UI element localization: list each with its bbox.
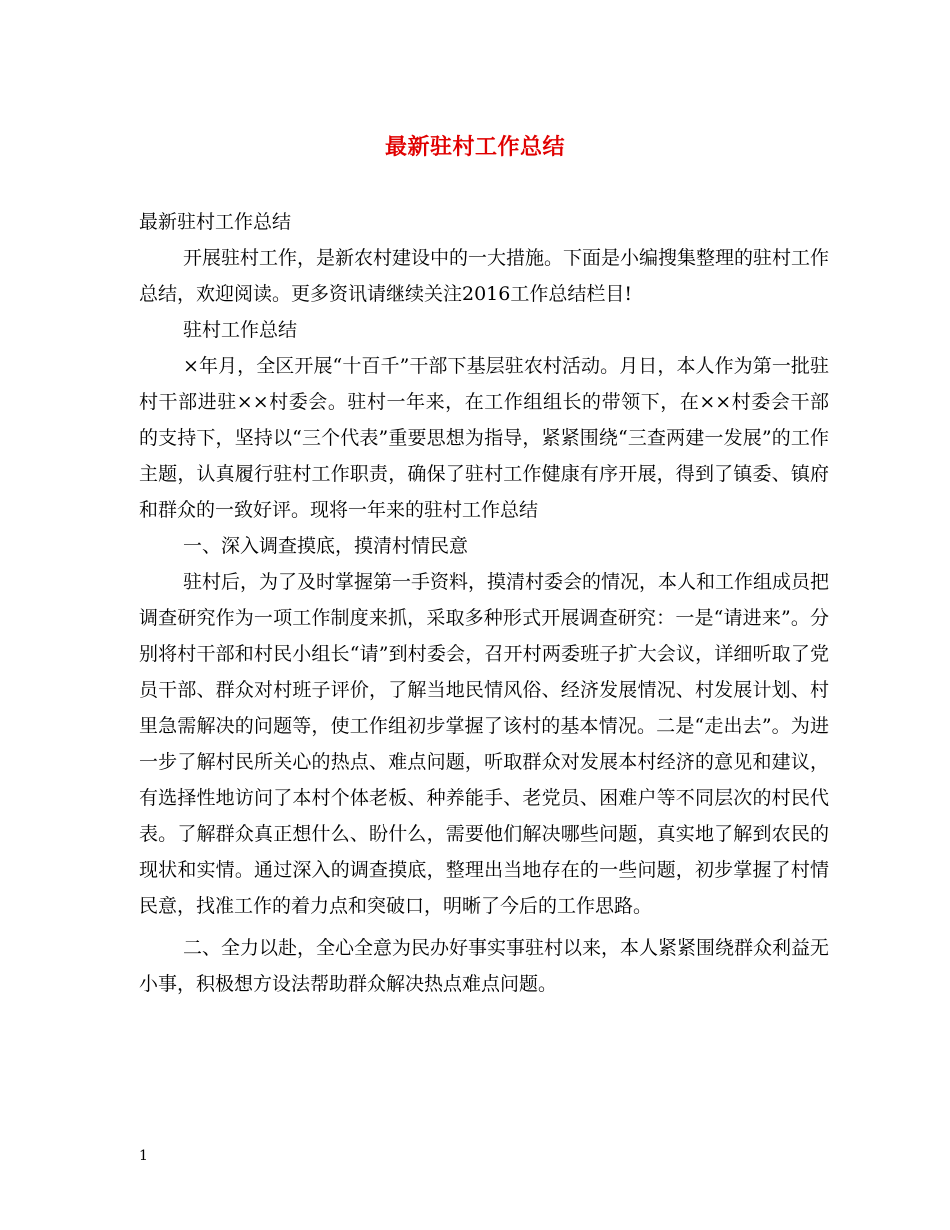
section-heading: 驻村工作总结 — [183, 319, 298, 341]
section-heading: 一、深入调查摸底，摸清村情民意 — [183, 535, 469, 557]
document-title: 最新驻村工作总结 — [384, 134, 565, 160]
body-paragraph: ×年月，全区开展“十百千”干部下基层驻农村活动。月日，本人作为第一批驻村干部进驻××村委会。驻村一年来，在工作组组长的带领下，在××村委会干部的支持下，坚持以“三个代表”重要思想为指导，紧紧围绕“三查两建一发展”的工作主题，认真履行驻村工作职责，确保了驻村工作健康有序开展，得到了镇委、镇府和群众的一致好评。现将一年来的驻村工作总结 — [139, 355, 829, 521]
intro-paragraph: 开展驻村工作，是新农村建设中的一大措施。下面是小编搜集整理的驻村工作总结，欢迎阅读。更多资讯请继续关注2016工作总结栏目! — [139, 247, 830, 305]
subtitle-paragraph: 最新驻村工作总结 — [139, 211, 292, 233]
body-paragraph: 二、全力以赴，全心全意为民办好事实事驻村以来，本人紧紧围绕群众利益无小事，积极想方设法帮助群众解决热点难点问题。 — [139, 937, 830, 995]
body-paragraph: 驻村后，为了及时掌握第一手资料，摸清村委会的情况，本人和工作组成员把调查研究作为一项工作制度来抓，采取多种形式开展调查研究：一是“请进来”。分别将村干部和村民小组长“请”到村委会，召开村两委班子扩大会议，详细听取了党员干部、群众对村班子评价，了解当地民情风俗、经济发展情况、村发展计划、村里急需解决的问题等，使工作组初步掌握了该村的基本情况。二是“走出去”。为进一步了解村民所关心的热点、难点问题，听取群众对发展本村经济的意见和建议，有选择性地访问了本村个体老板、种养能手、老党员、困难户等不同层次的村民代表。了解群众真正想什么、盼什么，需要他们解决哪些问题，真实地了解到农民的现状和实情。通过深入的调查摸底，整理出当地存在的一些问题，初步掌握了村情民意，找准工作的着力点和突破口，明晰了今后的工作思路。 — [139, 571, 830, 917]
page-number: 1 — [139, 1148, 148, 1164]
document-body — [139, 204, 829, 1002]
